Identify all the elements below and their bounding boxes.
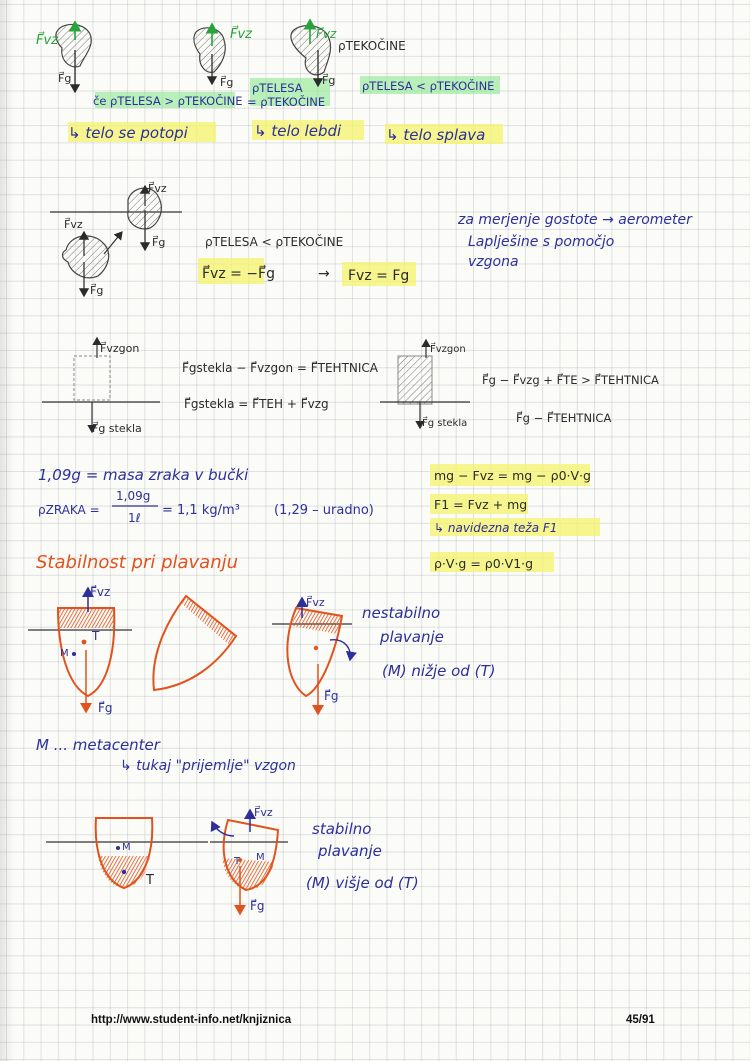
fg-label: F⃗g [58, 72, 72, 85]
equation-vectors: F⃗vz = −F⃗g [202, 266, 275, 282]
fvz-label: F⃗vz [64, 218, 83, 231]
fg-label: F⃗g [322, 74, 336, 87]
page-number: 45/91 [626, 1014, 655, 1026]
fvz-label: F⃗vz [254, 806, 273, 819]
fraction-denominator: 1ℓ [128, 511, 141, 525]
fvzgon-label: F⃗vzgon [430, 344, 466, 355]
arrow: → [318, 266, 330, 282]
fg-label: F⃗g [324, 689, 339, 703]
t-label: T [92, 629, 100, 643]
fvz-label: F⃗vz [148, 182, 167, 195]
result-rise: ↳ telo splava [386, 126, 486, 144]
fvzgon-label: F⃗vzgon [100, 342, 140, 355]
rho-air-lhs: ρZRAKA = [38, 503, 100, 517]
rho-air-rhs: = 1,1 kg/m³ [162, 503, 240, 518]
air-mass-note: 1,09g = masa zraka v bučki [38, 466, 249, 484]
scale-eq-4: F⃗g − F⃗TEHTNICA [516, 411, 612, 425]
official-value-note: (1,29 – uradno) [274, 503, 374, 518]
m-label: M [60, 648, 69, 659]
condition-sink: če ρTELESA > ρTEKOČINE [93, 94, 243, 108]
fg-label: F⃗g [250, 899, 265, 913]
fvz-label: F⃗vz [90, 585, 111, 599]
footer-url-link[interactable]: http://www.student-info.net/knjiznica [91, 1014, 292, 1026]
stable-label-3: (M) višje od (T) [306, 874, 419, 892]
fg-label: F⃗g [90, 284, 104, 297]
fgstekla-label: F⃗g stekla [92, 422, 142, 435]
fgstekla-label: F⃗g stekla [422, 418, 468, 429]
aerometer-note-3: vzgona [468, 254, 519, 270]
unstable-floating-diagrams [28, 588, 352, 714]
condition: ρTELESA < ρTEKOČINE [205, 235, 344, 249]
scale-eq-1: F⃗gstekla − F⃗vzgon = F⃗TEHTNICA [182, 361, 379, 375]
unstable-label-1: nestabilno [362, 604, 441, 622]
aerometer-note-2: Laplješine s pomočjo [468, 234, 615, 250]
condition-rise: ρTELESA < ρTEKOČINE [362, 79, 495, 93]
scale-eq-2: F⃗gstekla = F⃗TEH + F⃗vzg [184, 397, 329, 411]
condition-float: ρTELESA [252, 81, 303, 95]
stability-title: Stabilnost pri plavanju [36, 552, 239, 573]
aerometer-note-1: za merjenje gostote → aerometer [458, 212, 692, 228]
condition-float-2: = ρTEKOČINE [247, 95, 326, 109]
metacenter-def: M ... metacenter [36, 736, 160, 754]
unstable-label-3: (M) nižje od (T) [382, 662, 496, 680]
fvz-label: F⃗vz [230, 27, 252, 42]
right-eq-2: F1 = Fvz + mg [434, 497, 528, 512]
t-label: T [234, 856, 241, 867]
equation-magnitude: Fvz = Fg [348, 268, 410, 284]
fraction-numerator: 1,09g [116, 489, 151, 503]
right-eq-3: ↳ navidezna teža F1 [434, 521, 558, 535]
fvz-label: F⃗vz [316, 27, 337, 41]
m-label: M [122, 842, 131, 853]
scale-eq-3: F⃗g − F⃗vzg + F⃗TE > F⃗TEHTNICA [482, 373, 659, 387]
rho-tekocine: ρTEKOČINE [338, 39, 406, 53]
t-label: T [146, 873, 154, 888]
stable-label-2: plavanje [318, 842, 382, 860]
fg-label: F⃗g [152, 236, 166, 249]
result-float: ↳ telo lebdi [254, 122, 342, 140]
fg-label: F⃗g [98, 701, 113, 715]
m-label: M [256, 852, 265, 863]
right-eq-4: ρ·V·g = ρ0·V1·g [434, 556, 534, 571]
fvz-label: F⃗vz [306, 596, 325, 609]
metacenter-note: ↳ tukaj "prijemlje" vzgon [120, 758, 296, 774]
fg-label: F⃗g [220, 76, 234, 89]
fvz-label: F⃗vz [36, 33, 58, 48]
result-sink: ↳ telo se potopi [68, 124, 188, 142]
right-eq-1: mg − Fvz = mg − ρ0·V·g [434, 468, 591, 483]
unstable-label-2: plavanje [380, 628, 444, 646]
stable-label-1: stabilno [312, 820, 372, 838]
